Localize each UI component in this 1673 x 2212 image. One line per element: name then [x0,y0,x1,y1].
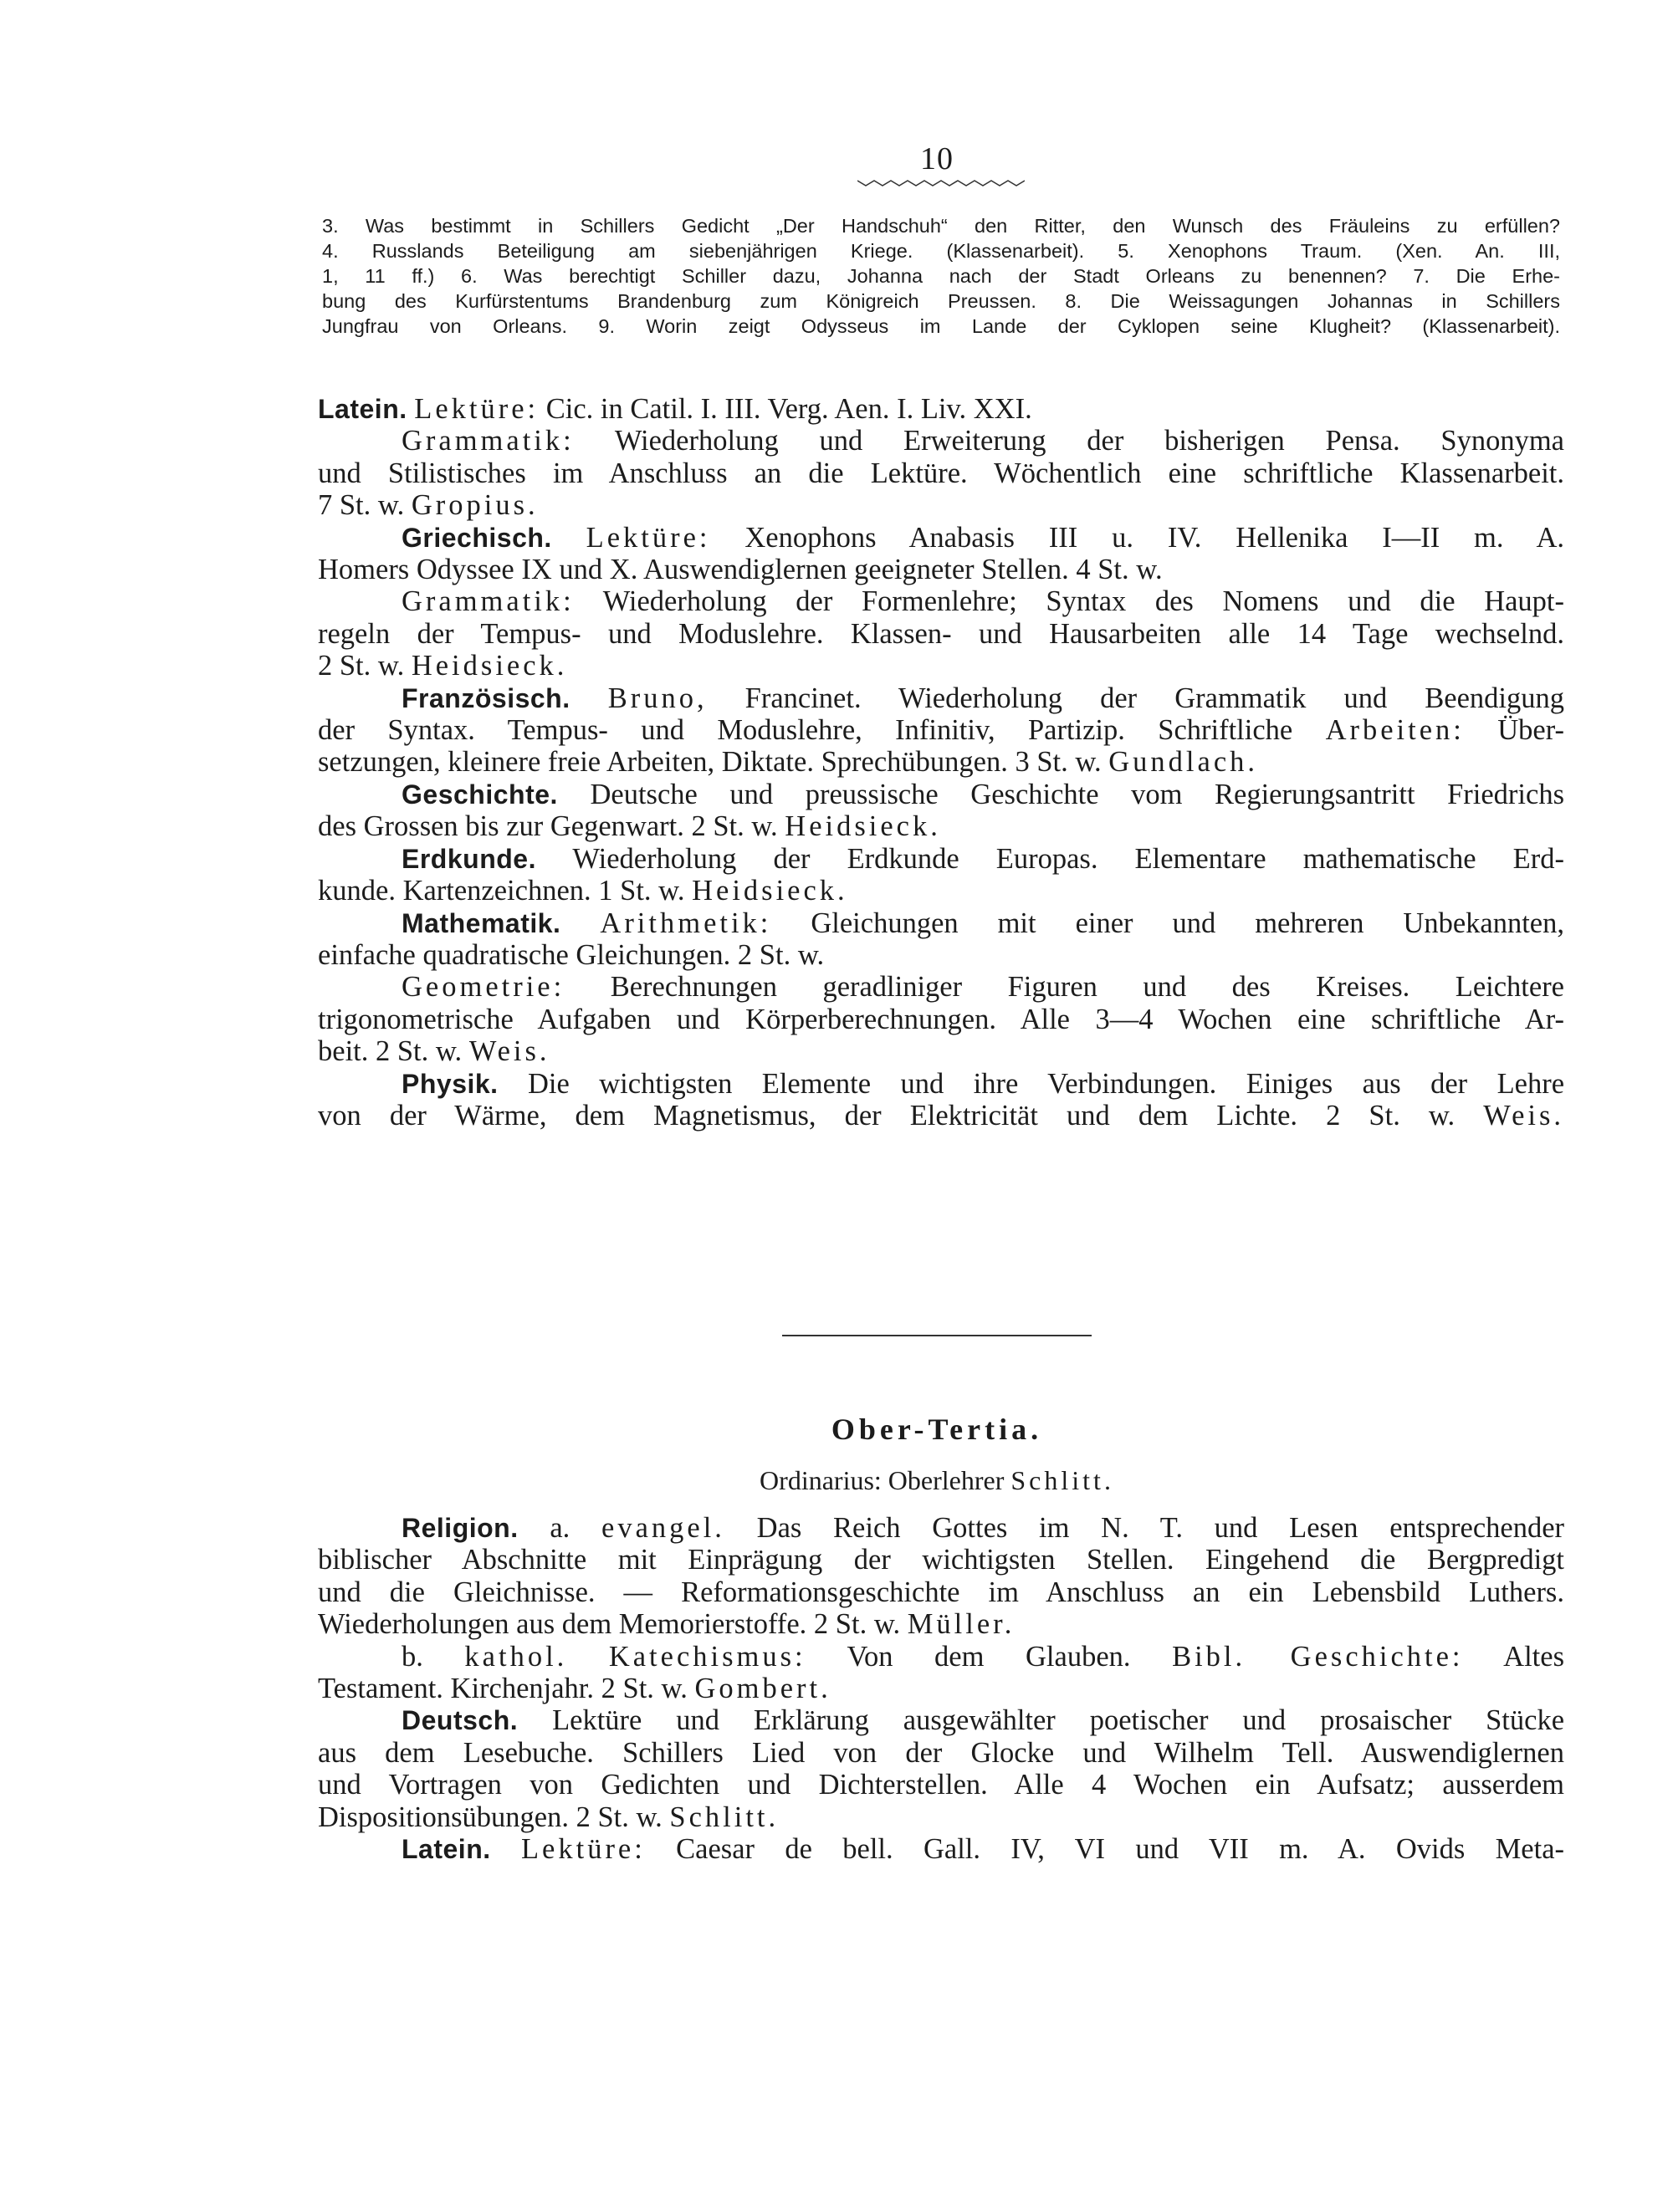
topic-line: 3. Was bestimmt in Schillers Gedicht „Der Handschuh“ den Ritter, den Wunsch des Fräuleins zu erfüllen? [322,215,1560,237]
latein-grammatik-label: Grammatik: [402,425,575,457]
erdkunde-section [318,843,1564,907]
erdkunde-text-2: kunde. Kartenzeichnen. 1 St. w. [318,875,685,907]
mathematik-geometrie-text-2: trigonometrische Aufgaben und Körperberechnungen. Alle 3—4 Wochen eine schriftliche Ar- [318,1003,1564,1035]
griechisch-grammatik-text-2: regeln der Tempus- und Moduslehre. Klassen- und Hausarbeiten alle 14 Tage wechselnd. [318,617,1564,650]
essay-topics [322,213,1560,339]
religion-kathol: kathol. [464,1640,568,1673]
religion-bibl-text: Altes [1503,1640,1564,1673]
mathematik-teacher: Weis. [468,1035,550,1068]
religion-teacher-1: Müller. [907,1608,1016,1641]
mathematik-heading: Mathematik. [402,907,561,938]
franzoesisch-author: Bruno, [607,682,708,714]
topic-line: 1, 11 ff.) 6. Was berechtigt Schiller dazu, Johanna nach der Stadt Orleans zu benennen? 7. Die Erhe- [322,265,1560,287]
griechisch-section [318,522,1564,682]
latein2-lektuere-text: Caesar de bell. Gall. IV, VI und VII m. A. Ovids Meta- [676,1833,1565,1866]
page-number: 10 [920,141,954,176]
religion-text: Das Reich Gottes im N. T. und Lesen entsprechender [756,1512,1565,1544]
section-title: Ober-Tertia. [831,1413,1043,1446]
deutsch-text-3: und Vortragen von Gedichten und Dichterstellen. Alle 4 Wochen ein Aufsatz; ausserdem [318,1769,1564,1801]
griechisch-lektuere-text: Xenophons Anabasis III u. IV. Hellenika I—II m. A. [744,521,1565,554]
physik-text: Die wichtigsten Elemente und ihre Verbindungen. Einiges aus der Lehre [528,1067,1565,1100]
mathematik-geometrie-label: Geometrie: [402,971,565,1004]
erdkunde-teacher: Heidsieck. [692,875,848,907]
religion-bibl-label: Bibl. Geschichte: [1172,1640,1464,1673]
ordinarius-label: Ordinarius: Oberlehrer [760,1465,1005,1495]
griechisch-lektuere-text-2: Homers Odyssee IX und X. Auswendiglernen geeigneter Stellen. 4 St. w. [318,554,1163,586]
griechisch-grammatik-text: Wiederholung der Formenlehre; Syntax des Nomens und die Haupt- [602,585,1564,618]
mathematik-geometrie-text-3: beit. 2 St. w. [318,1035,463,1068]
lower-subjects [318,1512,1564,1865]
wave-ornament [857,177,1025,189]
religion-text-3: und die Gleichnisse. — Reformationsgeschichte im Anschluss an ein Lebensbild Luthers. [318,1576,1564,1608]
latein2-section [318,1833,1564,1865]
physik-text-2: von der Wärme, dem Magnetismus, der Elektricität und dem Lichte. 2 St. w. [318,1099,1456,1132]
religion-evangel: evangel. [601,1512,725,1544]
mathematik-arithmetik-text: Gleichungen mit einer und mehreren Unbekannten, [811,907,1564,939]
topic-line: Jungfrau von Orleans. 9. Worin zeigt Odysseus im Lande der Cyklopen seine Klugheit? (Klassenarbeit). [322,315,1560,337]
latein-heading: Latein. [318,394,407,424]
erdkunde-text: Wiederholung der Erdkunde Europas. Elementare mathematische Erd- [572,842,1564,875]
franzoesisch-heading: Französisch. [402,682,570,713]
deutsch-section [318,1704,1564,1833]
deutsch-text: Lektüre und Erklärung ausgewählter poetischer und prosaischer Stücke [552,1704,1565,1737]
physik-teacher: Weis. [1483,1099,1565,1132]
franzoesisch-text-2: der Syntax. Tempus- und Moduslehre, Infinitiv, Partizip. Schriftliche [318,714,1293,747]
latein2-lektuere-label: Lektüre: [520,1833,646,1866]
mathematik-section [318,907,1564,1068]
griechisch-teacher: Heidsieck. [411,650,568,682]
deutsch-text-2: aus dem Lesebuche. Schillers Lied von der Glocke und Wilhelm Tell. Auswendiglernen [318,1736,1564,1769]
latein-grammatik-text-2: und Stilistisches im Anschluss an die Lektüre. Wöchentlich eine schriftliche Klassenarbeit. [318,457,1564,489]
religion-katechismus-label: Katechismus: [608,1640,806,1673]
franzoesisch-text-3: setzungen, kleinere freie Arbeiten, Diktate. Sprechübungen. 3 St. w. [318,746,1102,779]
franzoesisch-text: Francinet. Wiederholung der Grammatik und Beendigung [744,682,1565,714]
griechisch-hours: 2 St. w. [318,650,405,682]
griechisch-heading: Griechisch. [402,522,552,553]
deutsch-heading: Deutsch. [402,1705,519,1736]
geschichte-text-2: des Grossen bis zur Gegenwart. 2 St. w. [318,810,778,843]
religion-section [318,1512,1564,1704]
franzoesisch-arbeiten-label: Arbeiten: [1325,714,1465,747]
latein-lektuere-text: Cic. in Catil. I. III. Verg. Aen. I. Liv. XXI. [545,393,1032,425]
religion-a-label: a. [550,1512,570,1544]
mathematik-geometrie-text: Berechnungen geradliniger Figuren und des Kreises. Leichtere [610,971,1564,1004]
deutsch-teacher: Schlitt. [669,1801,780,1833]
griechisch-grammatik-label: Grammatik: [402,585,575,618]
franzoesisch-text-2c: Über- [1497,714,1565,747]
geschichte-section [318,779,1564,843]
topic-line: bung des Kurfürstentums Brandenburg zum Königreich Preussen. 8. Die Weissagungen Johannas in Schillers [322,290,1560,312]
geschichte-text: Deutsche und preussische Geschichte vom Regierungsantritt Friedrichs [590,778,1564,810]
religion-teacher-2: Gombert. [694,1673,831,1705]
ordinarius-name: Schlitt. [1010,1465,1114,1495]
religion-katechismus-text: Von dem Glauben. [847,1640,1131,1673]
latein-section [318,393,1564,522]
religion-text-4: Wiederholungen aus dem Memorierstoffe. 2 St. w. [318,1608,901,1641]
mathematik-arithmetik-text-2: einfache quadratische Gleichungen. 2 St. w. [318,938,825,971]
latein-grammatik-text: Wiederholung und Erweiterung der bisherigen Pensa. Synonyma [614,425,1564,457]
latein-hours: 7 St. w. [318,489,405,522]
geschichte-heading: Geschichte. [402,779,558,810]
mathematik-arithmetik-label: Arithmetik: [600,907,772,939]
section-divider [782,1335,1092,1336]
latein-lektuere-label: Lektüre: [414,393,540,425]
griechisch-lektuere-label: Lektüre: [586,521,711,554]
deutsch-text-4: Dispositionsübungen. 2 St. w. [318,1801,663,1833]
upper-subjects [318,393,1564,1132]
religion-text-2: biblischer Abschnitte mit Einprägung der wichtigsten Stellen. Eingehend die Bergpredigt [318,1544,1564,1576]
religion-heading: Religion. [402,1513,519,1543]
religion-text-5: Testament. Kirchenjahr. 2 St. w. [318,1673,688,1705]
geschichte-teacher: Heidsieck. [785,810,941,843]
topic-line: 4. Russlands Beteiligung am siebenjährigen Kriege. (Klassenarbeit). 5. Xenophons Traum. (Xen. An. III, [322,240,1560,262]
religion-b-label: b. [402,1640,423,1673]
latein2-heading: Latein. [402,1834,491,1865]
physik-section [318,1068,1564,1132]
ordinarius-line [0,1465,1673,1496]
latein-teacher: Gropius. [411,489,539,522]
physik-heading: Physik. [402,1068,499,1099]
franzoesisch-teacher: Gundlach. [1108,746,1259,779]
erdkunde-heading: Erdkunde. [402,843,536,874]
franzoesisch-section [318,682,1564,779]
